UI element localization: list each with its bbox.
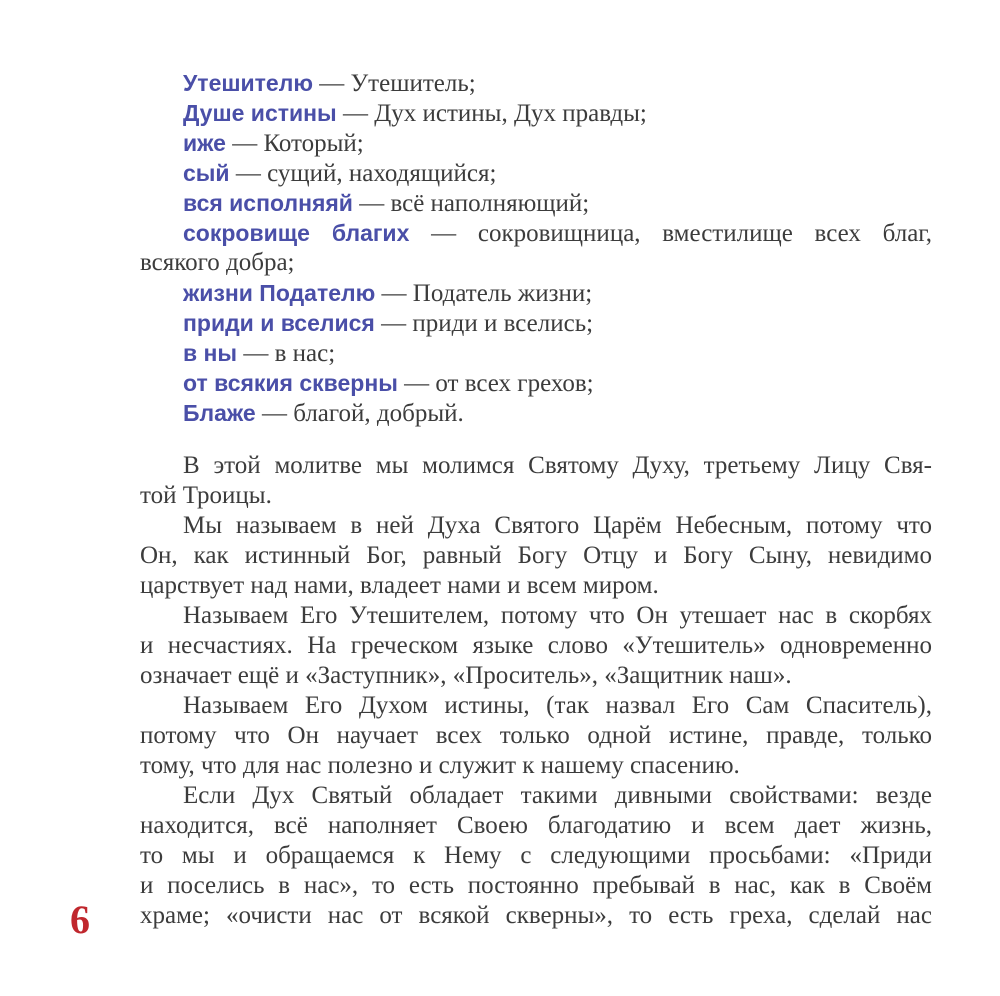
glossary-term: Душе истины	[183, 100, 337, 126]
glossary-definition: — Утешитель;	[312, 70, 476, 97]
body-text	[140, 451, 932, 931]
glossary-entry	[140, 278, 932, 308]
glossary-term: иже	[183, 130, 226, 156]
glossary-term: жизни Подателю	[183, 280, 376, 306]
text-line: находится, всё наполняет Своею благодатию и всем дает жизнь,	[140, 812, 932, 839]
text-line: Мы называем в ней Духа Святого Царём Небесным, потому что	[183, 512, 932, 539]
text-line: храме; «очисти нас от всякой скверны», то есть греха, сделай нас	[140, 902, 932, 929]
page-number: 6	[70, 897, 90, 942]
glossary-definition: — от всех грехов;	[397, 370, 594, 397]
glossary-term: сокровище благих	[183, 220, 410, 246]
glossary-term: вся исполняяй	[183, 190, 353, 216]
text-line: тому, что для нас полезно и служит к нашему спасению.	[140, 752, 740, 779]
paragraph	[140, 781, 932, 931]
text-line: Называем Его Духом истины, (так назвал Его Сам Спаситель),	[183, 692, 932, 719]
glossary-term: Блаже	[183, 400, 256, 426]
text-line: царствует над нами, владеет нами и всем миром.	[140, 572, 659, 599]
text-line: потому что Он научает всех только одной истине, правде, только	[140, 722, 932, 749]
glossary	[140, 68, 932, 428]
paragraph	[140, 511, 932, 601]
glossary-continuation	[140, 248, 932, 278]
glossary-definition: — Дух истины, Дух правды;	[336, 100, 647, 127]
glossary-entry	[140, 338, 932, 368]
glossary-term: сый	[183, 160, 230, 186]
glossary-definition: — Который;	[225, 130, 364, 157]
glossary-term: в ны	[183, 340, 238, 366]
glossary-entry	[140, 128, 932, 158]
glossary-definition: — Податель жизни;	[375, 280, 593, 307]
glossary-entry	[140, 68, 932, 98]
page-content	[140, 68, 932, 931]
text-line: и несчастиях. На греческом языке слово «Утешитель» одновременно	[140, 632, 932, 659]
text-line: той Троицы.	[140, 482, 272, 509]
text-line: означает ещё и «Заступник», «Проситель», «Защитник наш».	[140, 662, 792, 689]
paragraph	[140, 451, 932, 511]
text-line: Называем Его Утешителем, потому что Он утешает нас в скорбях	[183, 602, 932, 629]
paragraph	[140, 601, 932, 691]
glossary-entry	[140, 158, 932, 188]
glossary-definition: — сокровищница, вместилище всех благ,	[409, 220, 932, 247]
glossary-entry	[140, 398, 932, 428]
text-line: Он, как истинный Бог, равный Богу Отцу и Богу Сыну, невидимо	[140, 542, 932, 569]
glossary-entry	[140, 368, 932, 398]
glossary-definition: — всё наполняющий;	[352, 190, 590, 217]
glossary-definition: — благой, добрый.	[255, 400, 464, 427]
glossary-definition: — в нас;	[237, 340, 336, 367]
glossary-definition: — приди и вселись;	[374, 310, 594, 337]
glossary-entry	[140, 218, 932, 248]
glossary-entry	[140, 188, 932, 218]
paragraph	[140, 691, 932, 781]
text-line: то мы и обращаемся к Нему с следующими просьбами: «Приди	[140, 842, 932, 869]
glossary-entry	[140, 98, 932, 128]
glossary-entry	[140, 308, 932, 338]
glossary-definition-continuation: всякого добра;	[140, 249, 295, 276]
glossary-term: от всякия скверны	[183, 370, 398, 396]
text-line: В этой молитве мы молимся Святому Духу, третьему Лицу Свя-	[183, 452, 932, 479]
text-line: Если Дух Святый обладает такими дивными свойствами: везде	[183, 782, 932, 809]
glossary-term: приди и вселися	[183, 310, 375, 336]
glossary-term: Утешителю	[183, 70, 313, 96]
glossary-definition: — сущий, находящийся;	[229, 160, 497, 187]
text-line: и поселись в нас», то есть постоянно пребывай в нас, как в Своём	[140, 872, 932, 899]
